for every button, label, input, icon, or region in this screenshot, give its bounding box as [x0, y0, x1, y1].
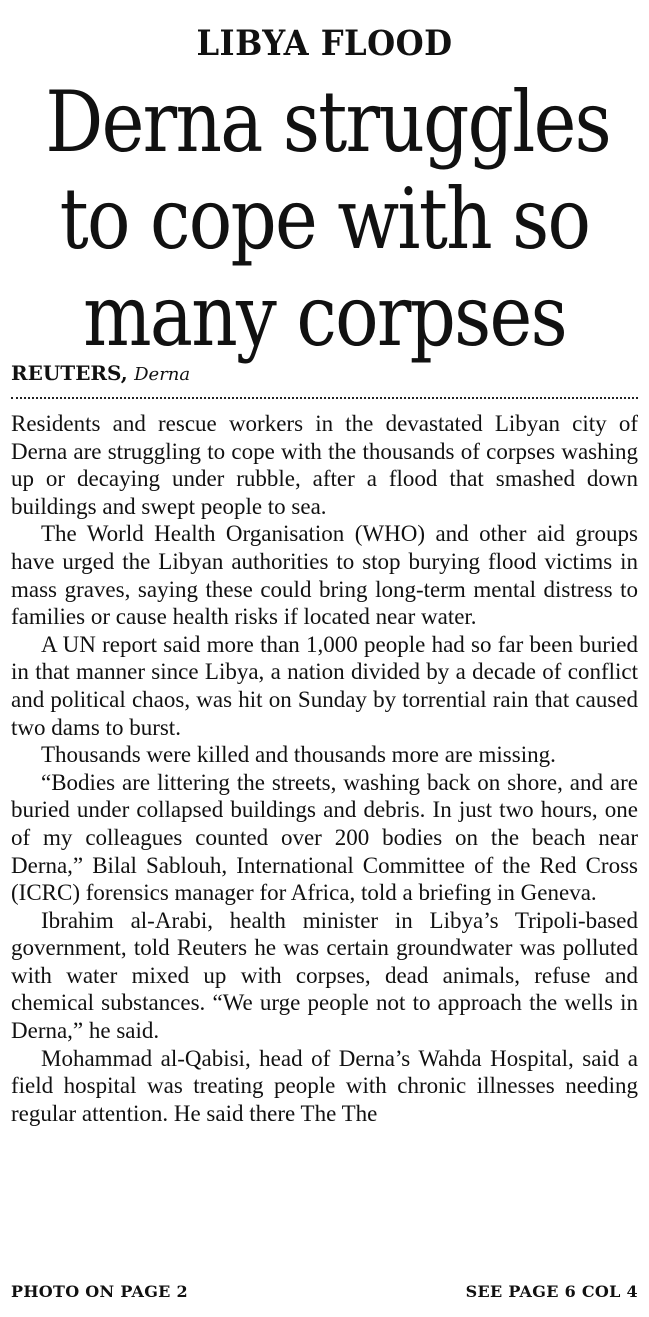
article-paragraph: Thousands were killed and thousands more are missing.	[41, 742, 556, 768]
headline-line: to cope with so	[59, 170, 590, 268]
article-paragraph: Mohammad al-Qabisi, head of Derna’s Wahda Hospital, said a field hospital was treating people with chronic illnesses needing regular attention. He said there The The	[11, 1045, 638, 1126]
headline-line: many corpses	[83, 267, 566, 365]
byline-place: Derna	[134, 364, 191, 385]
article-paragraph: Residents and rescue workers in the devastated Libyan city of Derna are struggling to cope with the thousands of corpses washing up or decaying under rubble, after a flood that smashed down buildings and swept people to sea.	[11, 411, 638, 519]
byline	[11, 359, 190, 389]
continuation-reference: SEE PAGE 6 COL 4	[465, 1282, 638, 1301]
headline	[0, 74, 649, 365]
dotted-divider	[11, 397, 638, 399]
byline-agency: REUTERS,	[11, 361, 128, 385]
photo-reference: PHOTO ON PAGE 2	[11, 1282, 188, 1301]
article-paragraph: A UN report said more than 1,000 people had so far been buried in that manner since Libya, a nation divided by a decade of conflict and political chaos, was hit on Sunday by torrential rain that caused two dams to burst.	[11, 631, 638, 740]
section-kicker: LIBYA FLOOD	[196, 23, 453, 64]
article-body	[11, 410, 638, 1268]
article-paragraph: “Bodies are littering the streets, washing back on shore, and are buried under collapsed buildings and debris. In just two hours, one of my colleagues counted over 200 bodies on the beach near Derna,” Bilal Sablouh, International Committee of the Red Cross (ICRC) forensics manager for Africa, told a briefing in Geneva.	[11, 769, 638, 906]
article-paragraph: The World Health Organisation (WHO) and other aid groups have urged the Libyan authorities to stop burying flood victims in mass graves, saying these could bring long-term mental distress to families or cause health risks if located near water.	[11, 521, 638, 630]
article-paragraph: Ibrahim al-Arabi, health minister in Libya’s Tripoli-based government, told Reuters he was certain groundwater was polluted with water mixed up with corpses, dead animals, refuse and chemical substances. “We urge people not to approach the wells in Derna,” he said.	[11, 907, 638, 1044]
headline-line: Derna struggles	[45, 73, 610, 171]
